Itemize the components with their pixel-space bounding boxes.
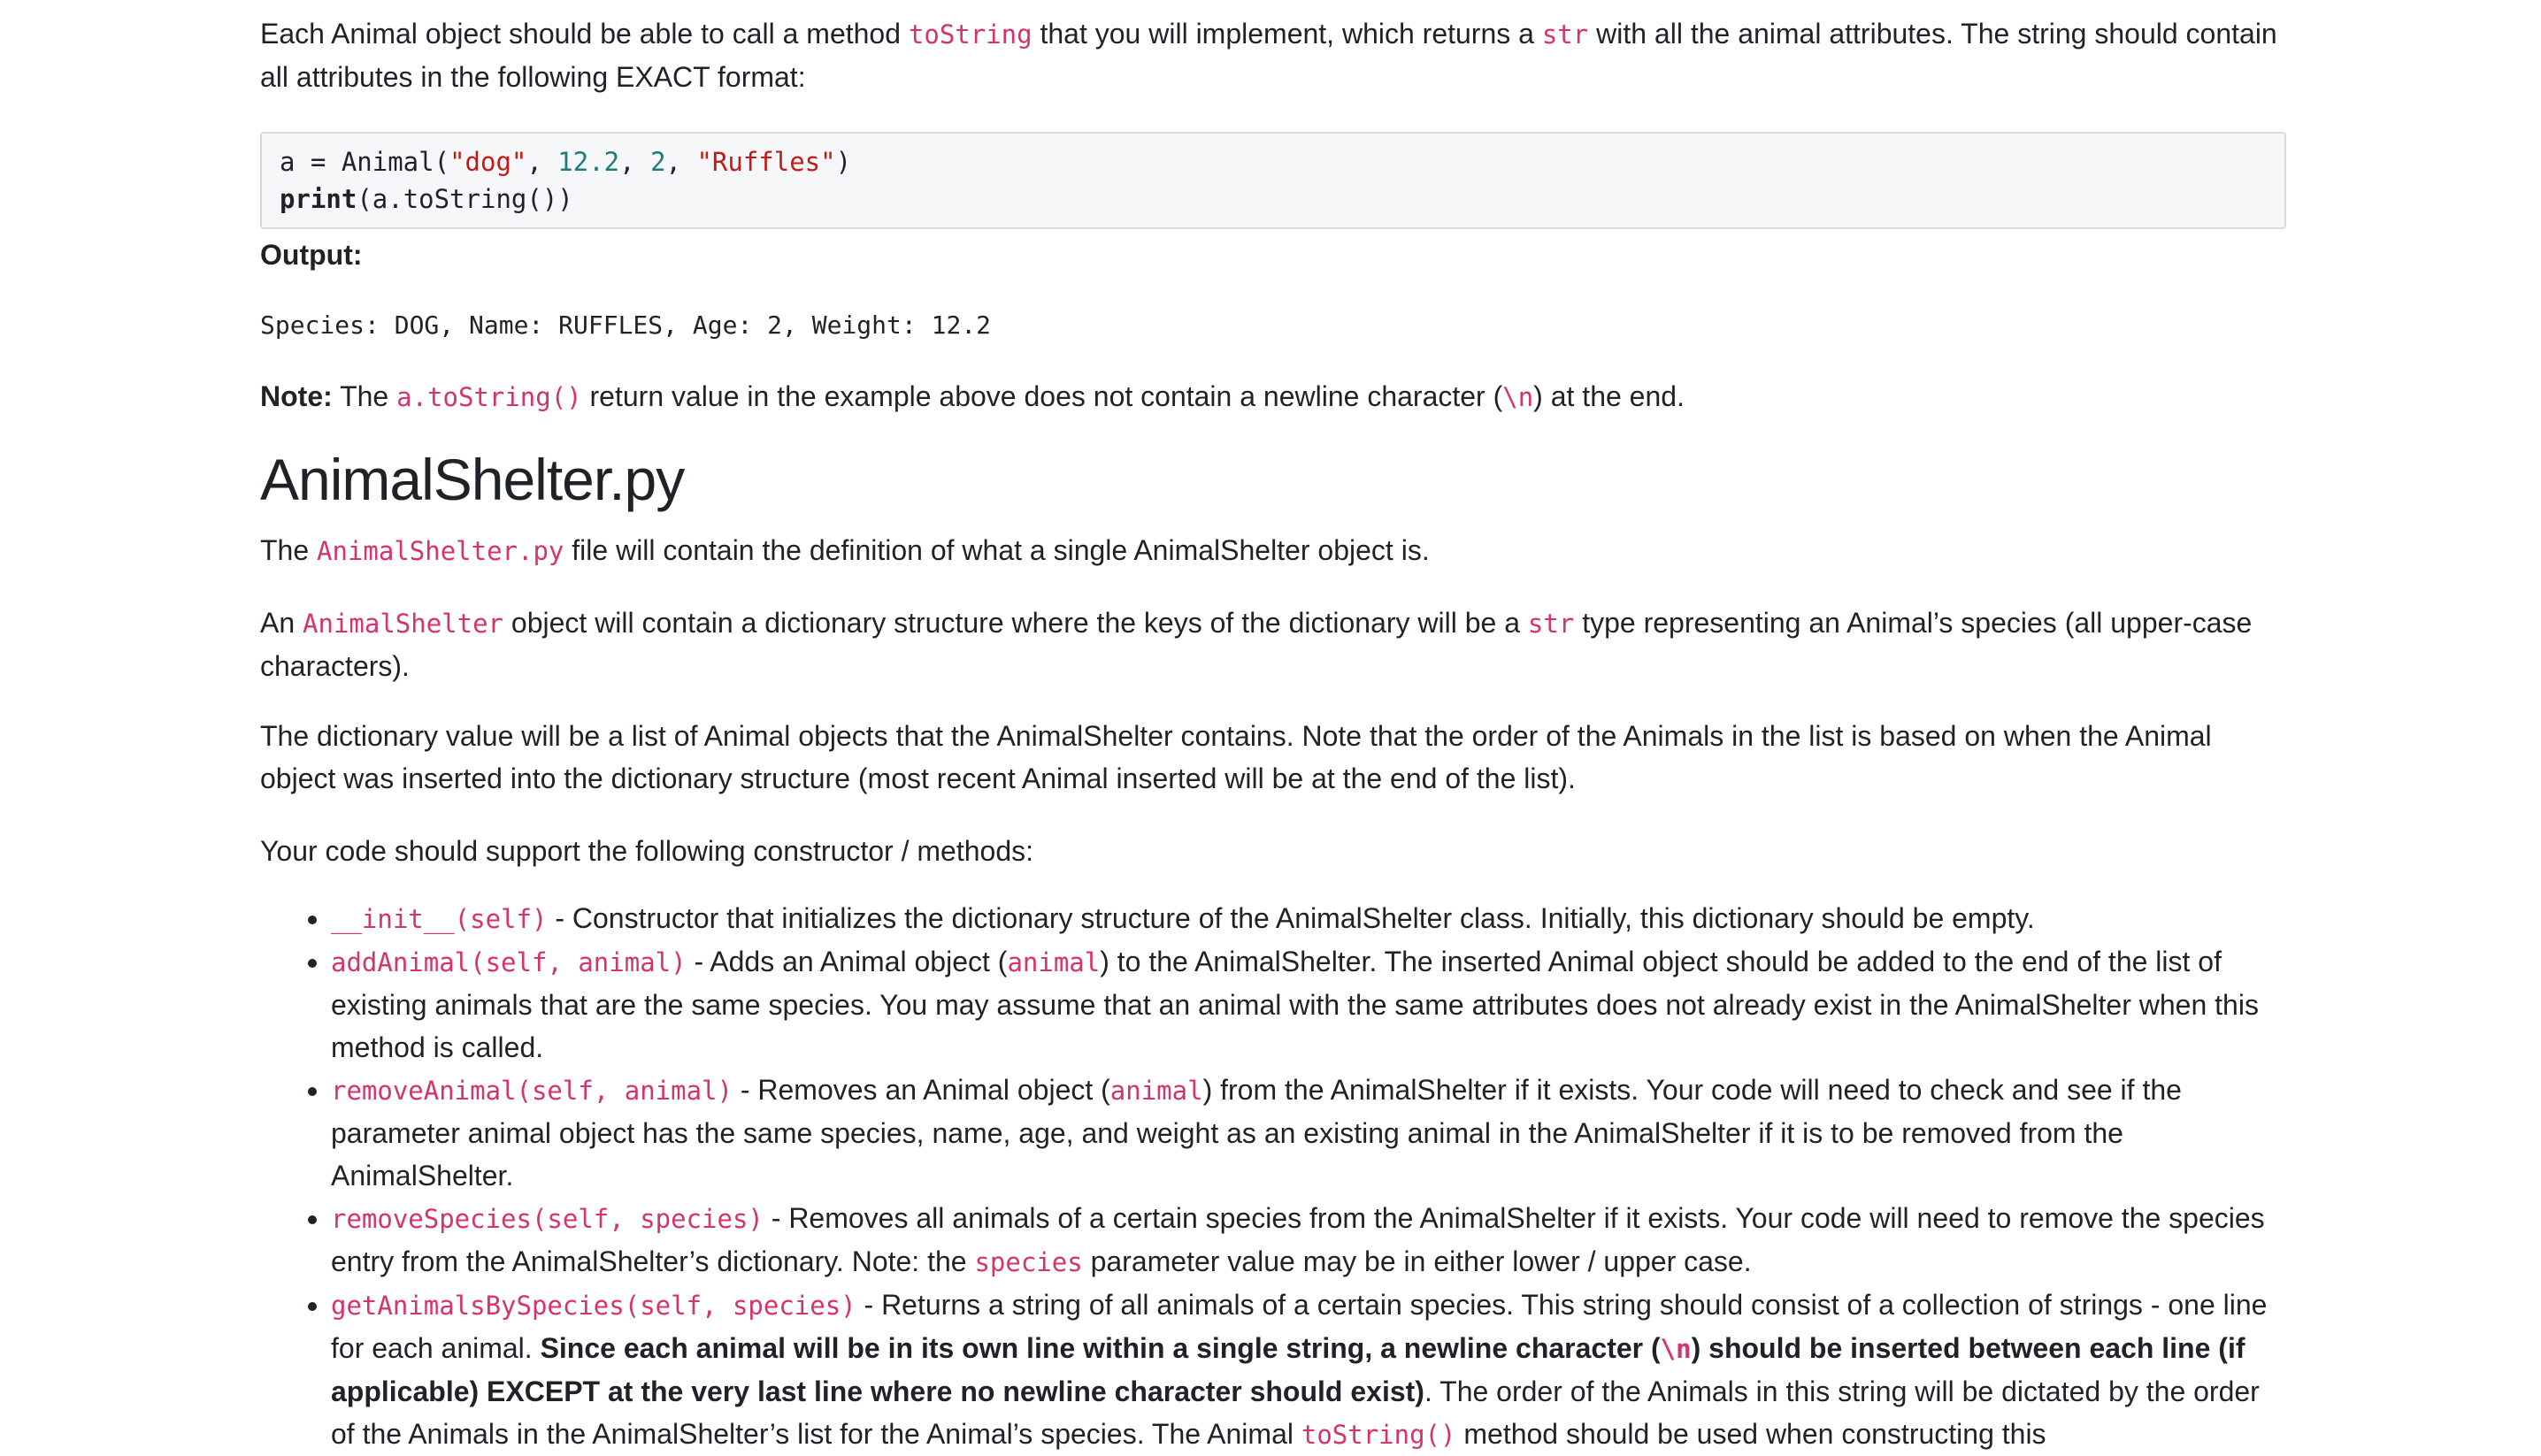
list-item bbox=[331, 897, 2288, 940]
code-token: (a.toString()) bbox=[357, 184, 573, 214]
inline-code: str bbox=[1527, 609, 1575, 639]
inline-code: \n bbox=[1502, 382, 1534, 412]
paragraph-dictionary-values: The dictionary value will be a list of Animal objects that the AnimalShelter contains. Note that the order of the Animals in the list is based on when the Animal object was inserted into the dictionary structure (most recent Animal inserted will be at the end of the list). bbox=[260, 720, 2212, 794]
inline-code: AnimalShelter.py bbox=[317, 536, 564, 566]
text: file will contain the definition of what a single AnimalShelter object is. bbox=[564, 534, 1430, 566]
code-string: "dog" bbox=[449, 147, 527, 177]
method-signature: addAnimal(self, animal) bbox=[331, 947, 687, 977]
output-label bbox=[260, 234, 2288, 276]
text: ) at the end. bbox=[1533, 380, 1685, 412]
text: - Constructor that initializes the dictionary structure of the AnimalShelter class. Initially, this dictionary should be empty. bbox=[547, 902, 2035, 934]
inline-code: animal bbox=[1007, 947, 1101, 977]
text: parameter value may be in either lower / upper case. bbox=[1082, 1245, 1752, 1277]
text: - Removes an Animal object ( bbox=[732, 1074, 1110, 1106]
text: An bbox=[260, 607, 303, 639]
code-line-1 bbox=[280, 144, 851, 180]
text: ) to the AnimalShelter. The inserted Animal object should be added to the end of the list of existing animals that are the same species. You may assume that an animal with the same attributes does not already exist in the AnimalShelter when this method is called. bbox=[331, 946, 2259, 1063]
inline-code: animal bbox=[1109, 1076, 1203, 1106]
method-signature: removeSpecies(self, species) bbox=[331, 1204, 764, 1234]
output-text: Species: DOG, Name: RUFFLES, Age: 2, Weight: 12.2 bbox=[260, 310, 992, 340]
text: . The order of the Animals in this string will be dictated by the order of the Animals in the AnimalShelter’s list for the Animal’s species. The Animal bbox=[331, 1376, 2260, 1450]
text: - Returns a string of all animals of a certain species. This string should consist of a collection of strings - one line for each animal. bbox=[331, 1289, 2268, 1364]
code-keyword: print bbox=[280, 184, 357, 214]
inline-code: toString() bbox=[1301, 1420, 1456, 1450]
code-block bbox=[260, 132, 2286, 229]
text: The bbox=[260, 534, 318, 566]
inline-code: species bbox=[974, 1247, 1083, 1277]
note-label: Note: bbox=[260, 380, 333, 412]
list-item bbox=[331, 1197, 2288, 1284]
note-paragraph bbox=[260, 375, 2288, 418]
text: The bbox=[332, 380, 397, 412]
inline-code: a.toString() bbox=[396, 382, 582, 412]
text: return value in the example above does not contain a newline character ( bbox=[581, 380, 1503, 412]
text: - Removes all animals of a certain species from the AnimalShelter if it exists. Your code will need to remove the species entry from the AnimalShelter’s dictionary. Note: the bbox=[331, 1202, 2265, 1277]
bold-text: ) should be inserted between each line (if applicable) EXCEPT at the very last line where no newline character should exist) bbox=[331, 1332, 2245, 1407]
text: with all the animal attributes. The string should contain all attributes in the following EXACT format: bbox=[260, 18, 2277, 93]
methods-list bbox=[260, 897, 2288, 1456]
text: Each Animal object should be able to call a method bbox=[260, 18, 909, 50]
paragraph-methods-intro: Your code should support the following constructor / methods: bbox=[260, 835, 1033, 867]
code-token: ) bbox=[835, 147, 852, 177]
paragraph-dictionary-keys bbox=[260, 602, 2288, 687]
section-heading: AnimalShelter.py bbox=[260, 447, 685, 512]
paragraph-file-description bbox=[260, 529, 2288, 572]
method-signature: removeAnimal(self, animal) bbox=[331, 1076, 733, 1106]
text: method should be used when constructing this bbox=[1455, 1418, 2046, 1450]
output-label-text: Output: bbox=[260, 239, 363, 271]
bold-text: Since each animal will be in its own line within a single string, a newline character ( bbox=[540, 1332, 1661, 1364]
code-token: , bbox=[665, 147, 697, 177]
inline-code: \n bbox=[1660, 1334, 1692, 1364]
inline-code: AnimalShelter bbox=[303, 609, 504, 639]
code-number: 12.2 bbox=[557, 147, 620, 177]
inline-code: toString bbox=[908, 19, 1033, 50]
list-item bbox=[331, 1284, 2288, 1456]
text: object will contain a dictionary structure where the keys of the dictionary will be a bbox=[503, 607, 1528, 639]
text: that you will implement, which returns a bbox=[1032, 18, 1542, 50]
method-signature: getAnimalsBySpecies(self, species) bbox=[331, 1291, 856, 1321]
text: ) from the AnimalShelter if it exists. Your code will need to check and see if the parameter animal object has the same species, name, age, and weight as an existing animal in the AnimalShelter if it is to be removed from the AnimalShelter. bbox=[331, 1074, 2182, 1192]
code-number: 2 bbox=[650, 147, 666, 177]
method-signature: __init__(self) bbox=[331, 904, 548, 934]
code-string: "Ruffles" bbox=[696, 147, 836, 177]
list-item bbox=[331, 1069, 2288, 1197]
inline-code: str bbox=[1541, 19, 1589, 50]
code-token: a = Animal( bbox=[280, 147, 450, 177]
text: type representing an Animal’s species (all upper-case characters). bbox=[260, 607, 2253, 682]
list-item bbox=[331, 940, 2288, 1069]
text: - Adds an Animal object ( bbox=[686, 946, 1008, 977]
intro-paragraph bbox=[260, 12, 2288, 98]
code-line-2 bbox=[280, 181, 573, 217]
code-token: , bbox=[619, 147, 651, 177]
code-token: , bbox=[526, 147, 558, 177]
